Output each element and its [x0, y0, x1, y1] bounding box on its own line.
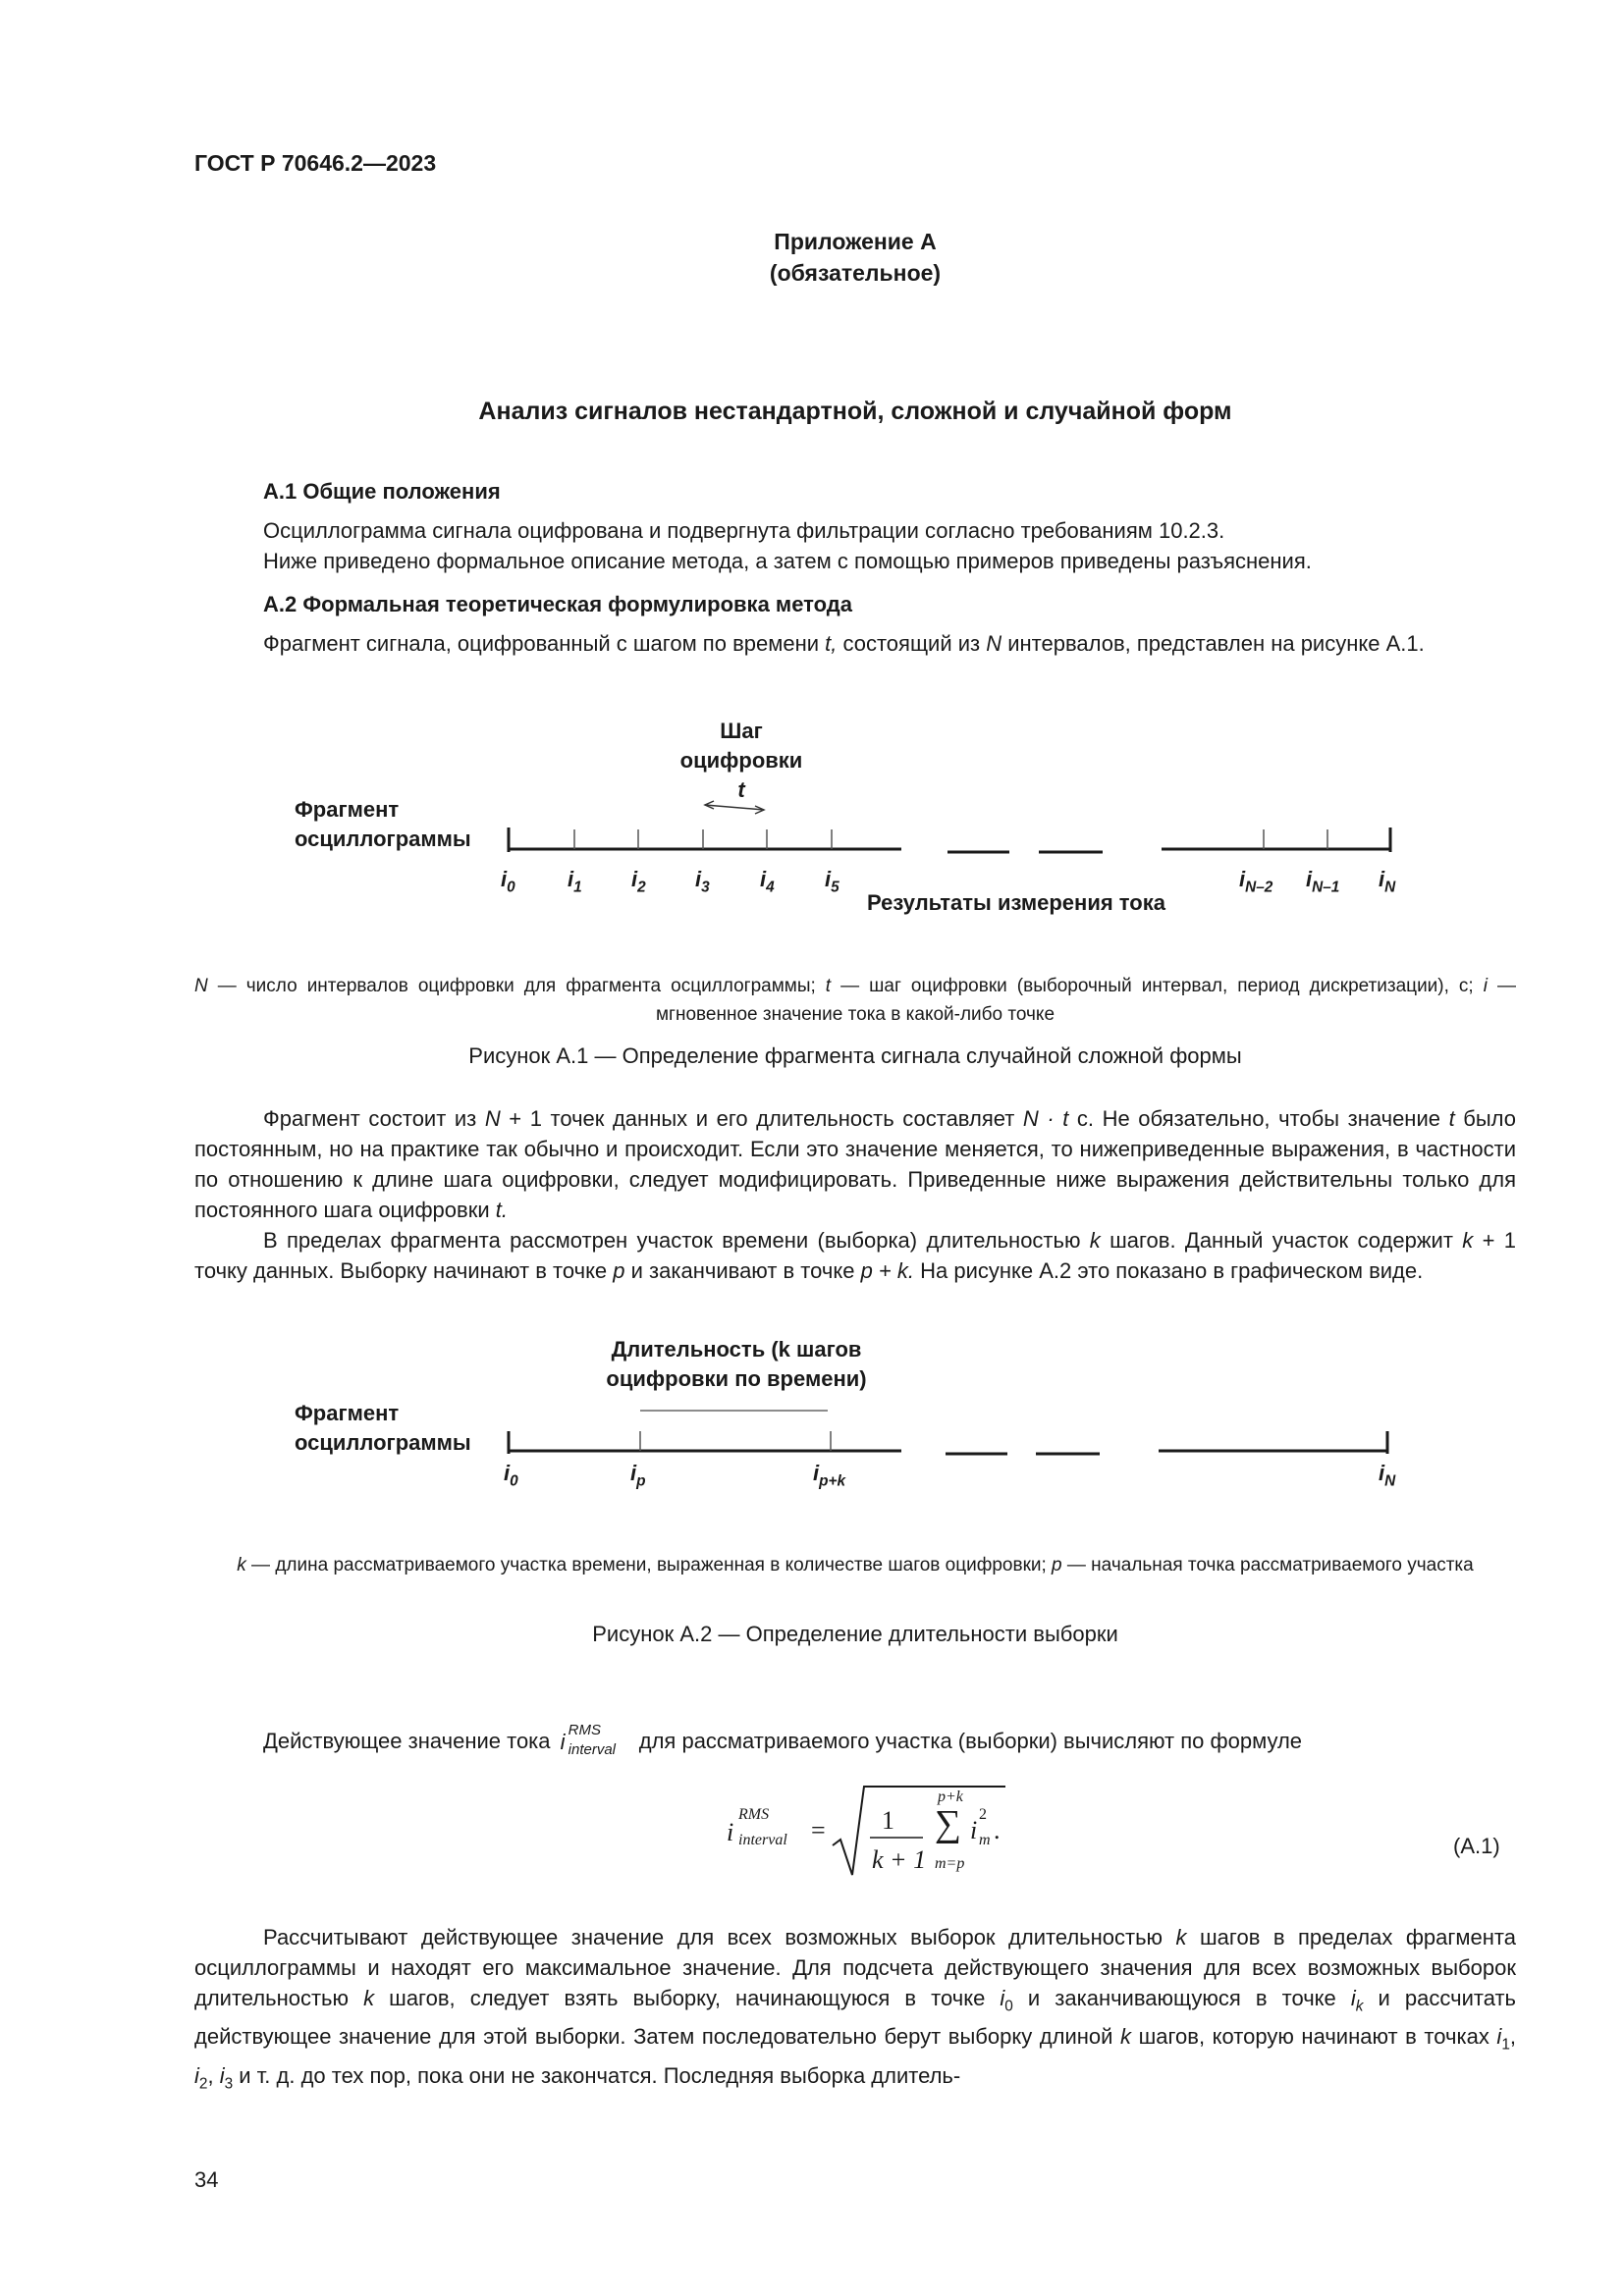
duration-label-line2: оцифровки по времени): [606, 1366, 867, 1391]
fraction-denominator: k + 1: [872, 1845, 927, 1874]
annex-title: Приложение А: [774, 229, 937, 254]
formula-a1: [727, 1777, 1021, 1885]
fragment-label-line1: Фрагмент: [295, 797, 400, 822]
index-in-1: $i_{N-1}$: [1306, 867, 1340, 896]
section-a2-intro: Фрагмент сигнала, оцифрованный с шагом по времени t, состоящий из N интервалов, представлен на рисунке А.1.: [263, 631, 1425, 656]
fraction-numerator: 1: [882, 1806, 894, 1835]
figure-a2: [0, 1330, 1624, 1497]
step-arrow: [705, 801, 764, 814]
rms-symbol: i RMS interval: [560, 1722, 616, 1758]
index-in-2: $i_{N-2}$: [1239, 867, 1273, 896]
formula-period: .: [994, 1816, 1001, 1844]
figure-a1-note: N — число интервалов оцифровки для фрагмента осциллограммы; t — шаг оцифровки (выборочный интервал, период дискретизации), с; i — мгновенное значение тока в какой-либо точке: [194, 976, 1516, 1025]
fragment-label-line2: осциллограммы: [295, 1430, 471, 1455]
formula-lhs: i RMS interval: [727, 1806, 787, 1848]
section-a1-line2: Ниже приведено формальное описание метода, а затем с помощью примеров приведены разъяснения.: [263, 549, 1312, 573]
section-a2-heading: А.2 Формальная теоретическая формулировка метода: [263, 592, 852, 616]
index-i1: $i_1$: [568, 867, 582, 896]
index-in: $i_N$: [1379, 867, 1396, 896]
rms-sentence: Действующее значение тока i RMS interval для рассматриваемого участка (выборки) вычисляют по формуле: [263, 1722, 1303, 1758]
index-i0: $i_0$: [501, 867, 515, 896]
index-i4: $i_4$: [760, 867, 775, 896]
paragraph: Рассчитывают действующее значение для всех возможных выборок длительностью k шагов в пределах фрагмента осциллограммы и находят его максимальное значение. Для подсчета действующего значения для всех возможных выборок длительностью k шагов, следует взять выборку, начинающуюся в точке $i_0$ и заканчивающуюся в точке $i_k$ и рассчитать действующее значение для этой выборки. Затем последовательно берут выборку длиной k шагов, которую начинают в точках $i_1$, $i_2$, $i_3$ и т. д. до тех пор, пока они не закончатся. Последняя выборка длитель-: [194, 1925, 1516, 2093]
index-i5: $i_5$: [825, 867, 839, 896]
fragment-label-line2: осциллограммы: [295, 827, 471, 851]
fragment-label-line1: Фрагмент: [295, 1401, 400, 1425]
sum-lower-limit: m=p: [935, 1855, 965, 1872]
page-number: 34: [194, 2167, 219, 2192]
figure-a2-note: k — длина рассматриваемого участка времени, выраженная в количестве шагов оцифровки; p — начальная точка рассматриваемого участка: [237, 1555, 1474, 1575]
index-i3: $i_3$: [695, 867, 710, 896]
document-title: Анализ сигналов нестандартной, сложной и случайной форм: [478, 398, 1232, 425]
equation-number: (А.1): [1453, 1834, 1500, 1858]
standard-designation: ГОСТ Р 70646.2—2023: [194, 150, 437, 176]
index-in: $i_N$: [1379, 1461, 1396, 1490]
step-label-line2: оцифровки: [679, 748, 803, 773]
results-label: Результаты измерения тока: [867, 890, 1165, 915]
section-a1-heading: А.1 Общие положения: [263, 479, 501, 504]
paragraph: Фрагмент состоит из N + 1 точек данных и его длительность составляет N · t с. Не обязательно, чтобы значение t было постоянным, но на практике так обычно и происходит. Если это значение меняется, то нижеприведенные выражения, в частности по отношению к длине шага оцифровки, следует модифицировать. Приведенные ниже выражения действительны только для постоянного шага оцифровки t.: [194, 1106, 1516, 1222]
annex-status: (обязательное): [769, 260, 942, 286]
section-a1-line1: Осциллограмма сигнала оцифрована и подвергнута фильтрации согласно требованиям 10.2.3.: [263, 518, 1225, 543]
duration-label-line1: Длительность (k шагов: [611, 1337, 862, 1362]
equals-sign: =: [811, 1816, 826, 1844]
figure-a1-caption: Рисунок А.1 — Определение фрагмента сигнала случайной сложной формы: [468, 1043, 1242, 1068]
summand-exponent: 2: [979, 1806, 987, 1823]
step-label-line1: Шаг: [720, 719, 763, 743]
body-paragraphs-2: [194, 1922, 1516, 2099]
body-paragraphs-1: [194, 1103, 1516, 1286]
annex-heading: [194, 226, 1516, 289]
figure-a2-caption: Рисунок А.2 — Определение длительности выборки: [592, 1622, 1118, 1646]
sum-sign: ∑: [935, 1803, 962, 1844]
index-i0: $i_0$: [504, 1461, 518, 1490]
summand-index: m: [979, 1832, 991, 1848]
index-ip-k: $i_{p+k}$: [813, 1461, 846, 1490]
sum-upper-limit: p+k: [938, 1789, 963, 1805]
index-i2: $i_2$: [631, 867, 646, 896]
paragraph: В пределах фрагмента рассмотрен участок времени (выборка) длительностью k шагов. Данный участок содержит k + 1 точку данных. Выборку начинают в точке p и заканчивают в точке p + k. На рисунке А.2 это показано в графическом виде.: [194, 1228, 1516, 1283]
index-ip: $i_p$: [630, 1461, 646, 1490]
figure-a1: [0, 707, 1624, 913]
summand: i: [970, 1816, 978, 1844]
step-symbol: t: [737, 777, 745, 802]
